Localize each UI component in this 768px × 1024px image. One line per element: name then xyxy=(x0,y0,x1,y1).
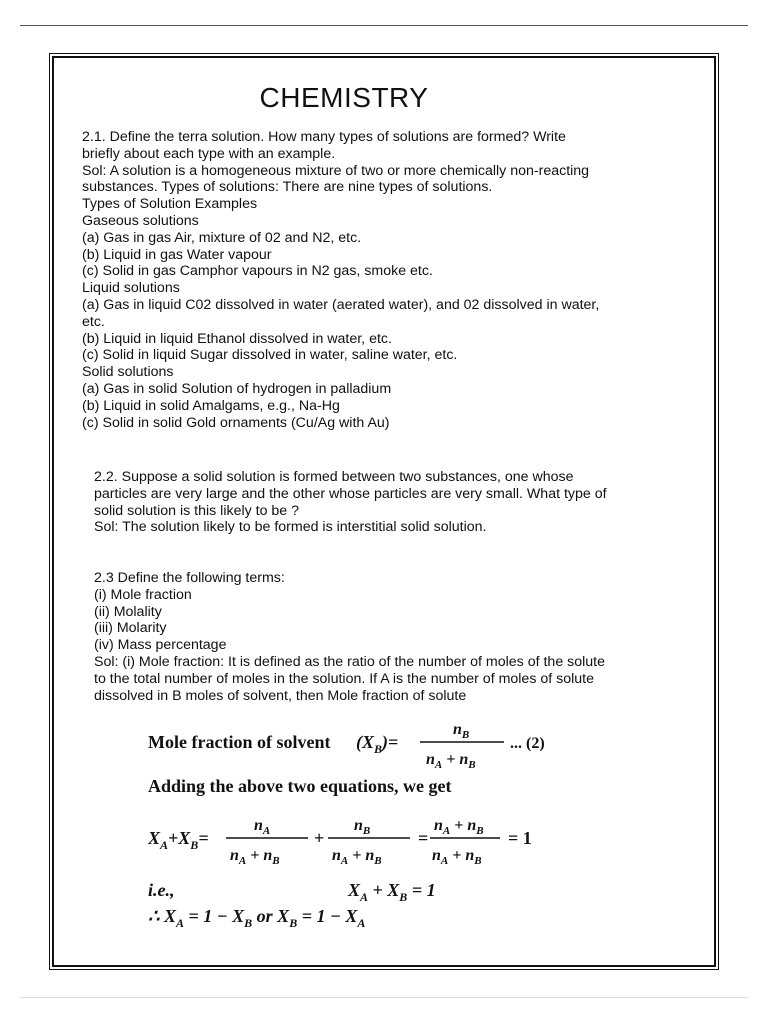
frac-a-denominator: $n_A + n_B$ xyxy=(230,847,280,867)
text-line: to the total number of moles in the solution. If A is the number of moles of solute xyxy=(94,670,594,687)
therefore-equation: ∴ $X_A = 1 - X_B$ or $X_B = 1 - X_A$ xyxy=(148,906,366,930)
plus-sign: + xyxy=(314,828,325,848)
eq1-label: Mole fraction of solvent xyxy=(148,732,331,752)
question-2-1 xyxy=(82,129,599,431)
frac-a-numerator: $n_A$ xyxy=(254,817,271,837)
frac-c-numerator: $n_A + n_B$ xyxy=(434,817,484,837)
text-line: (c) Solid in liquid Sugar dissolved in water, saline water, etc. xyxy=(82,347,458,364)
text-line: (a) Gas in liquid C02 dissolved in water (aerated water), and 02 dissolved in water, xyxy=(82,296,600,313)
text-line: Sol: A solution is a homogeneous mixture of two or more chemically non-reacting xyxy=(82,162,590,179)
text-line: (ii) Molality xyxy=(94,603,162,620)
ie-equation: $X_A + X_B = 1$ xyxy=(348,880,436,904)
text-line: 2.3 Define the following terms: xyxy=(94,570,285,586)
frac-b-denominator: $n_A + n_B$ xyxy=(332,847,382,867)
question-2-3 xyxy=(94,570,605,704)
ie-label: i.e., xyxy=(148,880,175,900)
text-line: Liquid solutions xyxy=(82,280,180,297)
text-line: (a) Gas in solid Solution of hydrogen in palladium xyxy=(82,380,392,397)
text-line: particles are very large and the other whose particles are very small. What type of xyxy=(94,485,607,502)
text-line: (c) Solid in gas Camphor vapours in N2 gas, smoke etc. xyxy=(82,263,433,280)
bottom-divider xyxy=(20,997,748,998)
text-line: briefly about each type with an example. xyxy=(82,145,336,162)
text-line: dissolved in B moles of solvent, then Mole fraction of solute xyxy=(94,687,467,704)
adding-statement: Adding the above two equations, we get xyxy=(148,776,452,796)
question-2-2 xyxy=(94,469,607,536)
equals-sign: = xyxy=(418,828,429,848)
page-title: CHEMISTRY xyxy=(259,82,429,113)
text-line: Sol: (i) Mole fraction: It is defined as the ratio of the number of moles of the solute xyxy=(94,653,606,670)
text-line: 2.2. Suppose a solid solution is formed between two substances, one whose xyxy=(94,469,574,485)
text-line: Solid solutions xyxy=(82,364,174,381)
text-line: solid solution is this likely to be ? xyxy=(94,502,300,519)
equation-figure xyxy=(148,720,568,935)
frac-c-denominator: $n_A + n_B$ xyxy=(432,847,482,867)
frac-b-numerator: $n_B$ xyxy=(354,817,371,837)
text-line: (iii) Molarity xyxy=(94,620,167,637)
text-line: substances. Types of solutions: There are nine types of solutions. xyxy=(82,179,493,196)
text-line: (i) Mole fraction xyxy=(94,586,192,603)
eq1-lhs: $(X_B)=$ xyxy=(356,732,399,756)
text-line: (a) Gas in gas Air, mixture of 02 and N2, etc. xyxy=(82,229,362,246)
text-line: Sol: The solution likely to be formed is interstitial solid solution. xyxy=(94,519,487,536)
text-line: (b) Liquid in gas Water vapour xyxy=(82,246,272,263)
text-line: 2.1. Define the terra solution. How many types of solutions are formed? Write xyxy=(82,129,566,145)
eq1-reference: ... (2) xyxy=(510,735,545,752)
eq1-denominator: $n_A + n_B$ xyxy=(426,751,476,771)
text-line: (b) Liquid in liquid Ethanol dissolved in water, etc. xyxy=(82,330,392,347)
text-line: (b) Liquid in solid Amalgams, e.g., Na-Hg xyxy=(82,397,340,414)
eq1-numerator: $n_B$ xyxy=(453,721,470,741)
equals-one: = 1 xyxy=(508,828,532,848)
sum-lhs: $X_A+X_B=$ xyxy=(148,828,209,852)
text-line: Gaseous solutions xyxy=(82,212,199,229)
top-divider xyxy=(20,25,748,26)
mole-fraction-equations xyxy=(148,720,568,935)
text-line: etc. xyxy=(82,313,105,330)
text-line: (iv) Mass percentage xyxy=(94,637,227,654)
text-line: Types of Solution Examples xyxy=(82,196,258,213)
text-line: (c) Solid in solid Gold ornaments (Cu/Ag with Au) xyxy=(82,414,390,431)
